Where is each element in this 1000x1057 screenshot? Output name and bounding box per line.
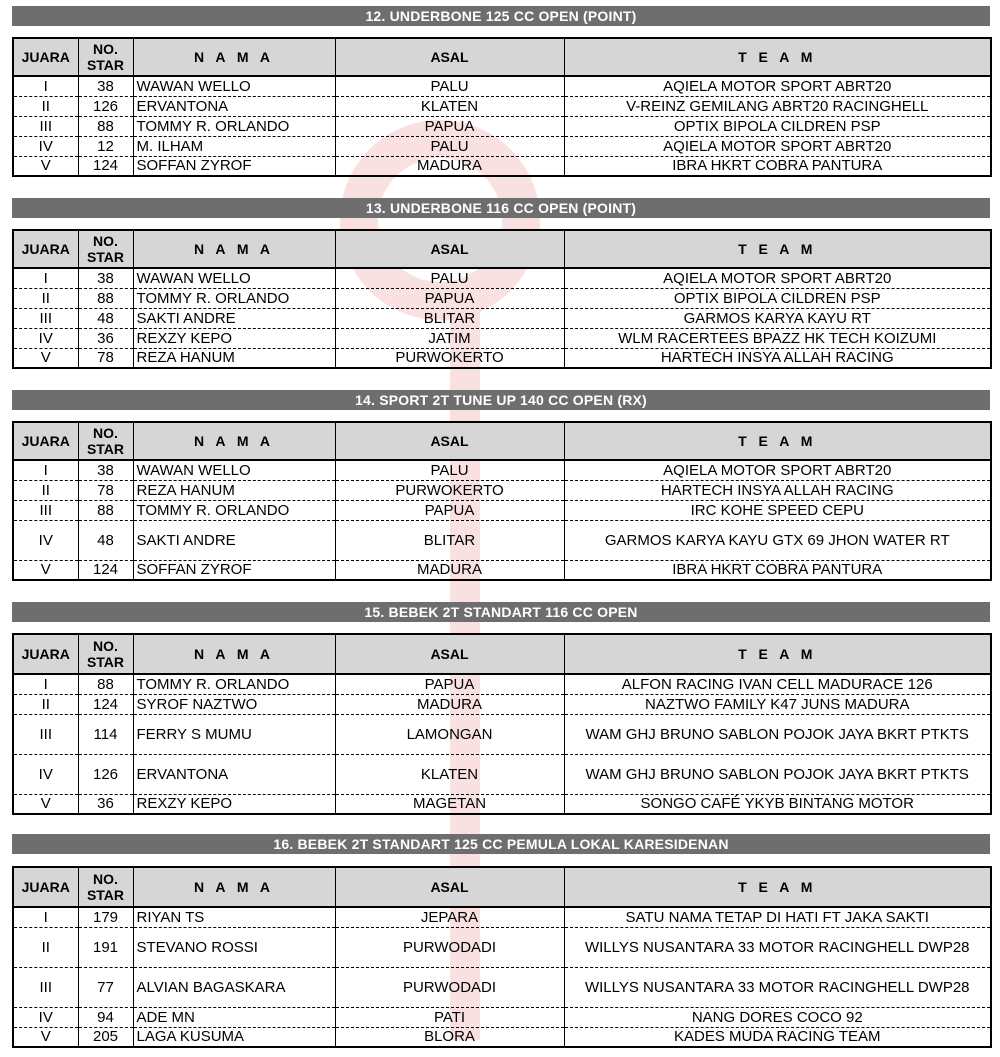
no-star-cell: 77 (78, 967, 133, 1007)
team-cell: IBRA HKRT COBRA PANTURA (564, 560, 991, 580)
header-juara: JUARA (13, 38, 78, 76)
asal-cell: PATI (335, 1007, 564, 1027)
asal-cell: BLORA (335, 1027, 564, 1047)
asal-cell: PURWODADI (335, 927, 564, 967)
juara-cell: V (13, 1027, 78, 1047)
results-table (12, 866, 992, 1048)
results-table (12, 633, 992, 815)
juara-cell: II (13, 927, 78, 967)
no-star-cell: 12 (78, 136, 133, 156)
header-nama: N A M A (133, 867, 335, 907)
table-row (13, 1007, 991, 1027)
table-row (13, 288, 991, 308)
asal-cell: BLITAR (335, 308, 564, 328)
header-no-star: NO. STAR (78, 422, 133, 460)
team-cell: V-REINZ GEMILANG ABRT20 RACINGHELL (564, 96, 991, 116)
asal-cell: MADURA (335, 694, 564, 714)
asal-cell: PALU (335, 76, 564, 96)
nama-cell: TOMMY R. ORLANDO (133, 116, 335, 136)
asal-cell: KLATEN (335, 754, 564, 794)
juara-cell: I (13, 907, 78, 927)
nama-cell: WAWAN WELLO (133, 460, 335, 480)
header-asal: ASAL (335, 38, 564, 76)
no-star-cell: 36 (78, 794, 133, 814)
juara-cell: V (13, 794, 78, 814)
asal-cell: MADURA (335, 156, 564, 176)
team-cell: GARMOS KARYA KAYU GTX 69 JHON WATER RT (564, 520, 991, 560)
team-cell: ALFON RACING IVAN CELL MADURACE 126 (564, 674, 991, 694)
juara-cell: III (13, 500, 78, 520)
team-cell: NAZTWO FAMILY K47 JUNS MADURA (564, 694, 991, 714)
team-cell: AQIELA MOTOR SPORT ABRT20 (564, 460, 991, 480)
header-row (13, 230, 991, 268)
header-row (13, 422, 991, 460)
asal-cell: KLATEN (335, 96, 564, 116)
section-title: 15. BEBEK 2T STANDART 116 CC OPEN (12, 602, 990, 622)
juara-cell: V (13, 348, 78, 368)
juara-cell: V (13, 560, 78, 580)
juara-cell: V (13, 156, 78, 176)
header-team: T E A M (564, 38, 991, 76)
header-row (13, 867, 991, 907)
no-star-cell: 94 (78, 1007, 133, 1027)
nama-cell: SOFFAN ZYROF (133, 156, 335, 176)
juara-cell: II (13, 480, 78, 500)
table-row (13, 268, 991, 288)
nama-cell: M. ILHAM (133, 136, 335, 156)
nama-cell: ERVANTONA (133, 96, 335, 116)
header-team: T E A M (564, 634, 991, 674)
team-cell: WILLYS NUSANTARA 33 MOTOR RACINGHELL DWP28 (564, 967, 991, 1007)
nama-cell: SOFFAN ZYROF (133, 560, 335, 580)
juara-cell: I (13, 460, 78, 480)
nama-cell: SAKTI ANDRE (133, 308, 335, 328)
results-section (12, 602, 990, 622)
nama-cell: FERRY S MUMU (133, 714, 335, 754)
nama-cell: REXZY KEPO (133, 794, 335, 814)
table-row (13, 967, 991, 1007)
team-cell: OPTIX BIPOLA CILDREN PSP (564, 116, 991, 136)
no-star-cell: 48 (78, 308, 133, 328)
team-cell: AQIELA MOTOR SPORT ABRT20 (564, 268, 991, 288)
no-star-cell: 205 (78, 1027, 133, 1047)
asal-cell: PAPUA (335, 116, 564, 136)
no-star-cell: 191 (78, 927, 133, 967)
asal-cell: PAPUA (335, 500, 564, 520)
nama-cell: ALVIAN BAGASKARA (133, 967, 335, 1007)
juara-cell: IV (13, 520, 78, 560)
juara-cell: IV (13, 328, 78, 348)
team-cell: OPTIX BIPOLA CILDREN PSP (564, 288, 991, 308)
asal-cell: LAMONGAN (335, 714, 564, 754)
team-cell: AQIELA MOTOR SPORT ABRT20 (564, 136, 991, 156)
nama-cell: ADE MN (133, 1007, 335, 1027)
header-nama: N A M A (133, 230, 335, 268)
asal-cell: PURWOKERTO (335, 348, 564, 368)
header-team: T E A M (564, 422, 991, 460)
header-nama: N A M A (133, 422, 335, 460)
no-star-cell: 38 (78, 460, 133, 480)
asal-cell: PURWODADI (335, 967, 564, 1007)
header-team: T E A M (564, 230, 991, 268)
results-section (12, 834, 990, 854)
results-table (12, 421, 992, 581)
juara-cell: III (13, 308, 78, 328)
asal-cell: PALU (335, 460, 564, 480)
no-star-cell: 88 (78, 116, 133, 136)
nama-cell: REZA HANUM (133, 348, 335, 368)
header-row (13, 634, 991, 674)
team-cell: SATU NAMA TETAP DI HATI FT JAKA SAKTI (564, 907, 991, 927)
no-star-cell: 78 (78, 348, 133, 368)
asal-cell: PALU (335, 136, 564, 156)
team-cell: WLM RACERTEES BPAZZ HK TECH KOIZUMI (564, 328, 991, 348)
no-star-cell: 38 (78, 268, 133, 288)
nama-cell: LAGA KUSUMA (133, 1027, 335, 1047)
section-title: 14. SPORT 2T TUNE UP 140 CC OPEN (RX) (12, 390, 990, 410)
team-cell: GARMOS KARYA KAYU RT (564, 308, 991, 328)
team-cell: IBRA HKRT COBRA PANTURA (564, 156, 991, 176)
nama-cell: SYROF NAZTWO (133, 694, 335, 714)
table-row (13, 480, 991, 500)
team-cell: KADES MUDA RACING TEAM (564, 1027, 991, 1047)
asal-cell: MAGETAN (335, 794, 564, 814)
asal-cell: PAPUA (335, 674, 564, 694)
results-section (12, 198, 990, 218)
header-juara: JUARA (13, 422, 78, 460)
nama-cell: REZA HANUM (133, 480, 335, 500)
section-title: 12. UNDERBONE 125 CC OPEN (POINT) (12, 6, 990, 26)
table-row (13, 927, 991, 967)
no-star-cell: 126 (78, 96, 133, 116)
nama-cell: SAKTI ANDRE (133, 520, 335, 560)
asal-cell: PAPUA (335, 288, 564, 308)
no-star-cell: 36 (78, 328, 133, 348)
juara-cell: III (13, 714, 78, 754)
table-row (13, 156, 991, 176)
no-star-cell: 38 (78, 76, 133, 96)
juara-cell: II (13, 288, 78, 308)
juara-cell: IV (13, 1007, 78, 1027)
table-row (13, 754, 991, 794)
juara-cell: III (13, 967, 78, 1007)
nama-cell: WAWAN WELLO (133, 76, 335, 96)
table-row (13, 794, 991, 814)
table-row (13, 76, 991, 96)
asal-cell: BLITAR (335, 520, 564, 560)
asal-cell: MADURA (335, 560, 564, 580)
header-asal: ASAL (335, 230, 564, 268)
no-star-cell: 88 (78, 288, 133, 308)
header-row (13, 38, 991, 76)
nama-cell: TOMMY R. ORLANDO (133, 500, 335, 520)
juara-cell: III (13, 116, 78, 136)
nama-cell: STEVANO ROSSI (133, 927, 335, 967)
no-star-cell: 88 (78, 674, 133, 694)
team-cell: SONGO CAFÉ YKYB BINTANG MOTOR (564, 794, 991, 814)
table-row (13, 136, 991, 156)
header-no-star: NO. STAR (78, 634, 133, 674)
results-section (12, 6, 990, 26)
no-star-cell: 124 (78, 560, 133, 580)
table-row (13, 714, 991, 754)
juara-cell: IV (13, 754, 78, 794)
asal-cell: PURWOKERTO (335, 480, 564, 500)
header-no-star: NO. STAR (78, 38, 133, 76)
table-row (13, 328, 991, 348)
team-cell: NANG DORES COCO 92 (564, 1007, 991, 1027)
header-nama: N A M A (133, 38, 335, 76)
no-star-cell: 124 (78, 694, 133, 714)
table-row (13, 96, 991, 116)
results-table (12, 229, 992, 369)
header-juara: JUARA (13, 230, 78, 268)
header-nama: N A M A (133, 634, 335, 674)
header-team: T E A M (564, 867, 991, 907)
juara-cell: I (13, 674, 78, 694)
header-no-star: NO. STAR (78, 230, 133, 268)
juara-cell: II (13, 96, 78, 116)
header-juara: JUARA (13, 867, 78, 907)
team-cell: HARTECH INSYA ALLAH RACING (564, 348, 991, 368)
juara-cell: I (13, 76, 78, 96)
table-row (13, 308, 991, 328)
no-star-cell: 78 (78, 480, 133, 500)
header-juara: JUARA (13, 634, 78, 674)
results-table (12, 37, 992, 177)
team-cell: IRC KOHE SPEED CEPU (564, 500, 991, 520)
table-row (13, 560, 991, 580)
nama-cell: TOMMY R. ORLANDO (133, 288, 335, 308)
asal-cell: PALU (335, 268, 564, 288)
table-row (13, 348, 991, 368)
team-cell: WAM GHJ BRUNO SABLON POJOK JAYA BKRT PTKTS (564, 754, 991, 794)
no-star-cell: 126 (78, 754, 133, 794)
no-star-cell: 114 (78, 714, 133, 754)
header-asal: ASAL (335, 634, 564, 674)
no-star-cell: 48 (78, 520, 133, 560)
team-cell: WAM GHJ BRUNO SABLON POJOK JAYA BKRT PTKTS (564, 714, 991, 754)
nama-cell: WAWAN WELLO (133, 268, 335, 288)
table-row (13, 674, 991, 694)
header-asal: ASAL (335, 422, 564, 460)
nama-cell: RIYAN TS (133, 907, 335, 927)
section-title: 13. UNDERBONE 116 CC OPEN (POINT) (12, 198, 990, 218)
no-star-cell: 179 (78, 907, 133, 927)
section-title: 16. BEBEK 2T STANDART 125 CC PEMULA LOKAL KARESIDENAN (12, 834, 990, 854)
nama-cell: REXZY KEPO (133, 328, 335, 348)
juara-cell: II (13, 694, 78, 714)
results-section (12, 390, 990, 410)
table-row (13, 520, 991, 560)
juara-cell: IV (13, 136, 78, 156)
asal-cell: JATIM (335, 328, 564, 348)
nama-cell: ERVANTONA (133, 754, 335, 794)
table-row (13, 907, 991, 927)
table-row (13, 460, 991, 480)
team-cell: AQIELA MOTOR SPORT ABRT20 (564, 76, 991, 96)
team-cell: HARTECH INSYA ALLAH RACING (564, 480, 991, 500)
juara-cell: I (13, 268, 78, 288)
table-row (13, 500, 991, 520)
nama-cell: TOMMY R. ORLANDO (133, 674, 335, 694)
table-row (13, 116, 991, 136)
no-star-cell: 124 (78, 156, 133, 176)
no-star-cell: 88 (78, 500, 133, 520)
header-no-star: NO. STAR (78, 867, 133, 907)
table-row (13, 694, 991, 714)
header-asal: ASAL (335, 867, 564, 907)
team-cell: WILLYS NUSANTARA 33 MOTOR RACINGHELL DWP28 (564, 927, 991, 967)
table-row (13, 1027, 991, 1047)
asal-cell: JEPARA (335, 907, 564, 927)
